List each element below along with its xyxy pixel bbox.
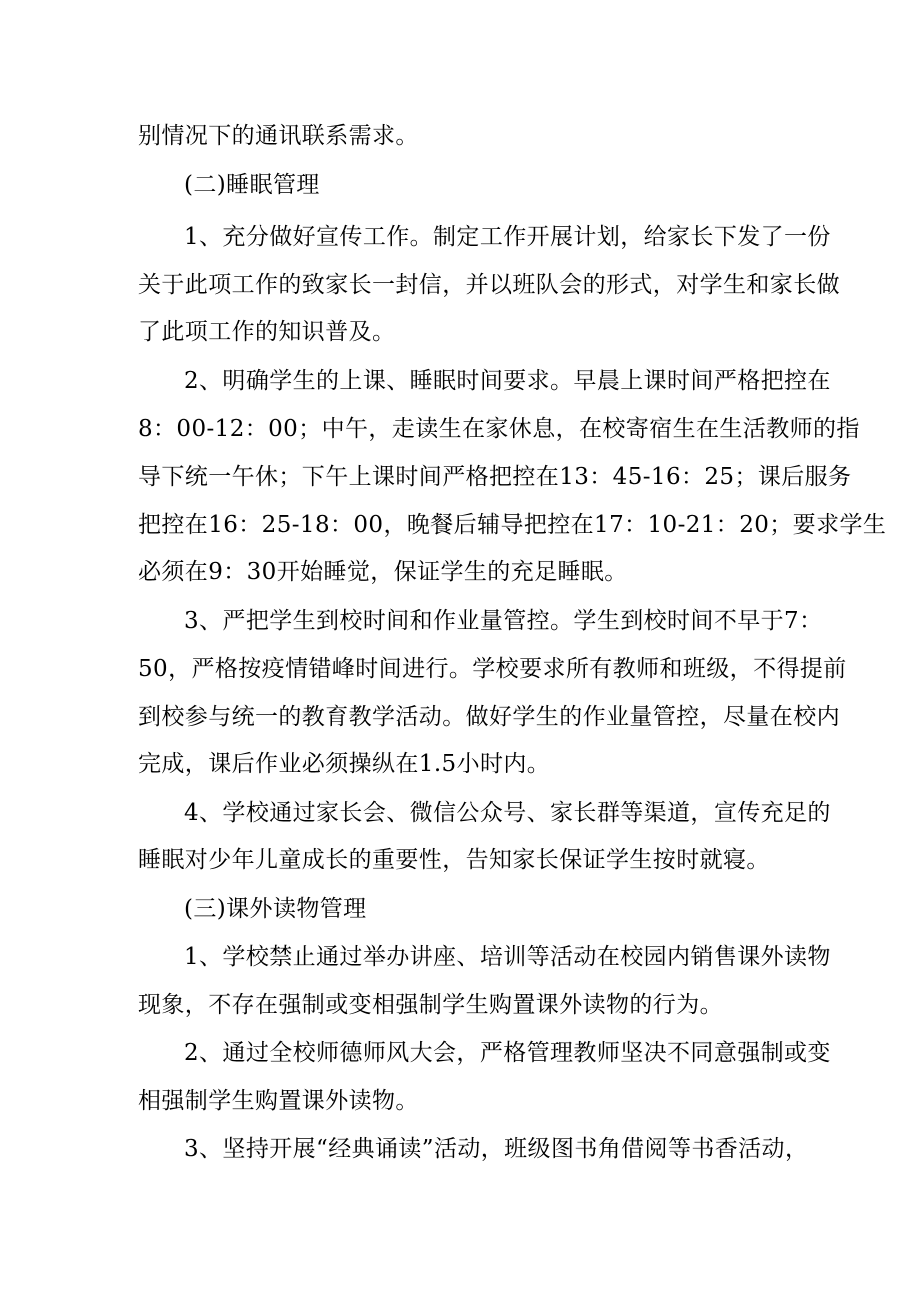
paragraph-line: 睡眠对少年儿童成长的重要性，告知家长保证学生按时就寝。 — [138, 847, 770, 873]
paragraph-line: 4、学校通过家长会、微信公众号、家长群等渠道，宣传充足的 — [184, 800, 831, 826]
paragraph-line: 现象，不存在强制或变相强制学生购置课外读物的行为。 — [138, 992, 723, 1018]
section-heading: (二)睡眠管理 — [184, 172, 320, 198]
paragraph-line: 8：00-12：00；中午，走读生在家休息，在校寄宿生在生活教师的指 — [138, 416, 860, 442]
paragraph-line: 了此项工作的知识普及。 — [138, 319, 396, 345]
paragraph-line: 完成，课后作业必须操纵在1.5小时内。 — [138, 751, 551, 777]
paragraph-line: 3、严把学生到校时间和作业量管控。学生到校时间不早于7： — [184, 608, 823, 634]
text-line: 别情况下的通讯联系需求。 — [138, 123, 419, 149]
paragraph-line: 把控在16：25-18：00，晚餐后辅导把控在17：10-21：20；要求学生 — [138, 512, 887, 538]
paragraph-line: 3、坚持开展“经典诵读”活动，班级图书角借阅等书香活动， — [184, 1136, 809, 1162]
paragraph-line: 导下统一午休；下午上课时间严格把控在13：45-16：25；课后服务 — [138, 464, 852, 490]
paragraph-line: 到校参与统一的教育教学活动。做好学生的作业量管控，尽量在校内 — [138, 704, 840, 730]
paragraph-line: 2、明确学生的上课、睡眠时间要求。早晨上课时间严格把控在 — [184, 368, 831, 394]
paragraph-line: 必须在9：30开始睡觉，保证学生的充足睡眠。 — [138, 559, 628, 585]
paragraph-line: 2、通过全校师德师风大会，严格管理教师坚决不同意强制或变 — [184, 1040, 831, 1066]
paragraph-line: 相强制学生购置课外读物。 — [138, 1088, 419, 1114]
section-heading: (三)课外读物管理 — [184, 896, 367, 922]
paragraph-line: 1、学校禁止通过举办讲座、培训等活动在校园内销售课外读物 — [184, 944, 831, 970]
paragraph-line: 关于此项工作的致家长一封信，并以班队会的形式，对学生和家长做 — [138, 272, 840, 298]
paragraph-line: 50，严格按疫情错峰时间进行。学校要求所有教师和班级，不得提前 — [138, 656, 847, 682]
paragraph-line: 1、充分做好宣传工作。制定工作开展计划，给家长下发了一份 — [184, 224, 831, 250]
